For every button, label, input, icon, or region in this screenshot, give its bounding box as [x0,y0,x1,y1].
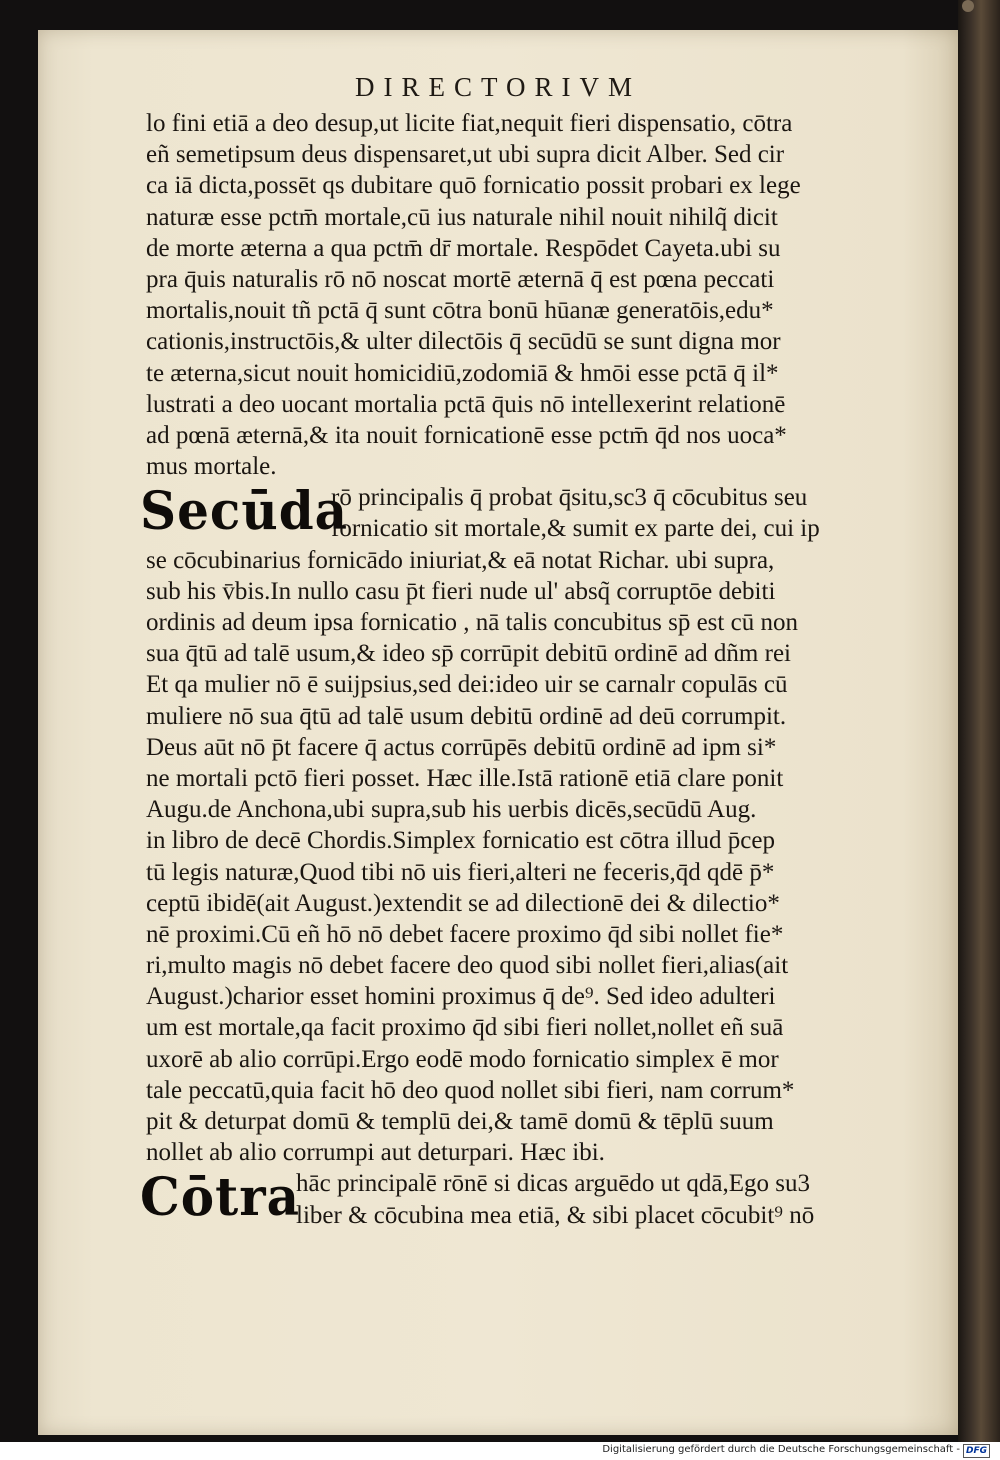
text-line: rō principalis q̄ probat q̄situ,sc3 q̄ cōcubitus seu [331,484,808,512]
text-line: hāc principalē rōnē si dicas arguēdo ut qdā,Ego su3 [296,1170,810,1198]
text-line: ri,multo magis nō debet facere deo quod sibi nollet fieri,alias(ait [146,952,789,980]
blackletter-initial-word: Secūda [140,480,349,543]
blackletter-initial-word: Cōtra [140,1166,300,1229]
text-line: pit & deturpat domū & templū dei,& tamē domū & tēplū suum [146,1108,774,1135]
section-secunda [140,480,916,1168]
text-line: mus mortale. [146,453,277,481]
text-line: um est mortale,qa facit proximo q̄d sibi fieri nollet,nollet eñ suā [146,1014,784,1042]
text-line: lo fini etiā a deo desup,ut licite fiat,nequit fieri dispensatio, cōtra [146,110,793,137]
text-line: lustrati a deo uocant mortalia pctā q̄uis nō intellexerint relationē [146,390,786,418]
text-line: pra q̄uis naturalis rō nō noscat mortē æternā q̄ est pœna peccati [146,265,775,293]
text-line: se cōcubinarius fornicādo iniuriat,& eā notat Richar. ubi supra, [146,546,775,574]
text-line: ne mortali pctō fieri posset. Hæc ille.Istā rationē etiā clare ponit [146,764,784,792]
book-edge [958,0,1000,1442]
text-line: naturæ esse pctm̄ mortale,cū ius naturale nihil nouit nihilq̃ dicit [146,203,778,231]
text-line: August.)charior esset homini proximus q̄ de⁹. Sed ideo adulteri [146,983,776,1011]
text-line: Et qa mulier nō ē suijpsius,sed dei:ideo uir se carnalr copulās cū [146,671,788,699]
text-line: in libro de decē Chordis.Simplex fornicatio est cōtra illud p̄cep [146,827,776,855]
text-line: sua q̄tū ad talē usum,& ideo sp̄ corrūpit debitū ordinē ad dñm rei [146,640,791,668]
text-line: uxorē ab alio corrūpi.Ergo eodē modo fornicatio simplex ē mor [146,1045,779,1073]
digitization-credit: Digitalisierung gefördert durch die Deutsche Forschungsgemeinschaft - [602,1444,960,1455]
text-line: muliere nō sua q̄tū ad talē usum debitū ordinē ad deū corrumpit. [146,702,787,730]
text-block [140,108,916,1231]
running-head: DIRECTORIVM [354,72,641,102]
text-line: ordinis ad deum ipsa fornicatio , nā talis concubitus sp̄ est cū non [146,609,798,636]
paragraph-1 [146,108,916,482]
text-line: mortalis,nouit tñ pctā q̄ sunt cōtra bonū hūanæ generatōis,edu* [146,297,774,325]
text-line: te æterna,sicut nouit homicidiū,zodomiā & hmōi esse pctā q̄ il* [146,359,779,387]
section-contra [140,1166,916,1230]
text-line: ca iā dicta,possēt qs dubitare quō fornicatio possit probari ex lege [146,172,801,200]
text-line: liber & cōcubina mea etiā, & sibi placet cōcubit⁹ nō [296,1201,815,1229]
text-line: tū legis naturæ,Quod tibi nō uis fieri,alteri ne feceris,q̄d qdē p̄* [146,858,775,886]
text-line: fornicatio sit mortale,& sumit ex parte dei, cui ip [331,515,820,543]
book-page [38,30,958,1435]
text-line: nē proximi.Cū eñ hō nō debet facere proximo q̄d sibi nollet fie* [146,920,784,948]
text-line: cationis,instructōis,& ulter dilectōis q̄ secūdū se sunt digna mor [146,328,781,356]
text-line: sub his v̄bis.In nullo casu p̄t fieri nude ul' absq̃ corruptōe debiti [146,577,776,605]
text-line: eñ semetipsum deus dispensaret,ut ubi supra dicit Alber. Sed cir [146,141,785,169]
text-line: Deus aūt nō p̄t facere q̄ actus corrūpēs debitū ordinē ad ipm si* [146,733,777,761]
text-line: Augu.de Anchona,ubi supra,sub his uerbis dicēs,secūdū Aug. [146,796,757,824]
binding-mark [962,0,974,12]
text-line: nollet ab alio corrumpi aut deturpari. Hæc ibi. [146,1139,605,1167]
dfg-logo-icon: DFG [963,1444,990,1458]
text-line: tale peccatū,quia facit hō deo quod nollet sibi fieri, nam corrum* [146,1076,795,1104]
text-line: ceptū ibidē(ait August.)extendit se ad dilectionē dei & dilectio* [146,889,780,917]
text-line: ad pœnā æternā,& ita nouit fornicationē esse pctm̄ q̄d nos uoca* [146,421,787,449]
text-line: de morte æterna a qua pctm̄ dr̄ mortale. Respōdet Cayeta.ubi su [146,234,781,262]
